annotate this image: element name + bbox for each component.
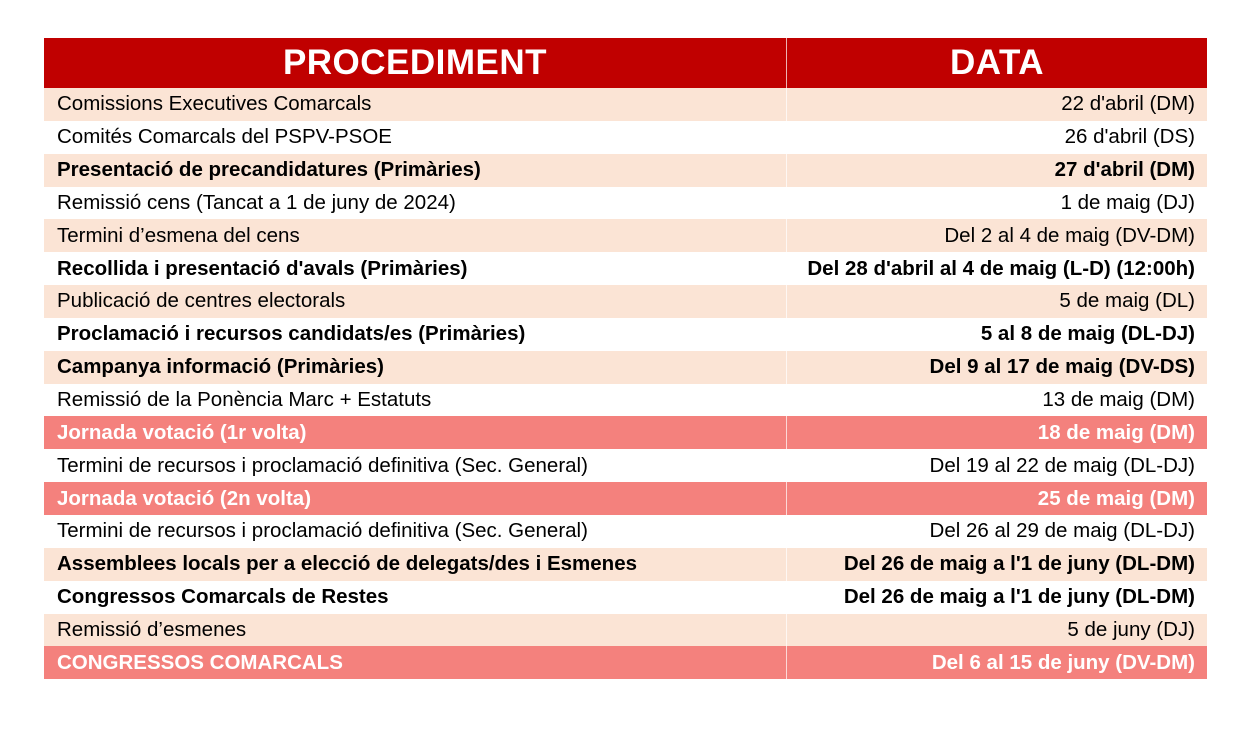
procediment-cell: Remissió cens (Tancat a 1 de juny de 2024) — [44, 187, 787, 220]
table-row — [44, 154, 1207, 187]
procediment-cell: Presentació de precandidatures (Primàries) — [44, 154, 787, 187]
procediment-cell: Remissió d’esmenes — [44, 614, 787, 647]
table-row — [44, 121, 1207, 154]
table-body — [44, 88, 1207, 679]
data-cell: Del 26 de maig a l'1 de juny (DL-DM) — [843, 552, 1195, 576]
data-cell: 18 de maig (DM) — [1037, 420, 1195, 444]
table-row — [44, 646, 1207, 679]
procediment-cell: Termini d’esmena del cens — [44, 219, 787, 252]
procediment-cell: CONGRESSOS COMARCALS — [44, 646, 787, 679]
data-cell: Del 26 de maig a l'1 de juny (DL-DM) — [843, 585, 1195, 609]
table-row — [44, 88, 1207, 121]
table-row — [44, 614, 1207, 647]
procediment-cell: Publicació de centres electorals — [44, 285, 787, 318]
procediment-cell: Comissions Executives Comarcals — [44, 88, 787, 121]
header-data: DATA — [949, 43, 1044, 82]
data-cell: Del 26 al 29 de maig (DL-DJ) — [929, 519, 1195, 543]
table-header-row — [44, 38, 1207, 88]
data-cell: 13 de maig (DM) — [1042, 388, 1195, 412]
procediment-cell: Recollida i presentació d'avals (Primàries) — [44, 252, 787, 285]
procediment-cell: Assemblees locals per a elecció de delegats/des i Esmenes — [44, 548, 787, 581]
procediment-cell: Campanya informació (Primàries) — [44, 351, 787, 384]
procediment-cell: Proclamació i recursos candidats/es (Primàries) — [44, 318, 787, 351]
table-row — [44, 449, 1207, 482]
procediment-cell: Congressos Comarcals de Restes — [44, 581, 787, 614]
schedule-table — [44, 38, 1207, 679]
data-cell: Del 2 al 4 de maig (DV-DM) — [944, 223, 1195, 247]
table-row — [44, 384, 1207, 417]
procediment-cell: Comités Comarcals del PSPV-PSOE — [44, 121, 787, 154]
table-row — [44, 548, 1207, 581]
procediment-cell: Termini de recursos i proclamació definitiva (Sec. General) — [44, 449, 787, 482]
data-cell: 22 d'abril (DM) — [1061, 92, 1195, 116]
data-cell: Del 19 al 22 de maig (DL-DJ) — [929, 453, 1195, 477]
data-cell: Del 28 d'abril al 4 de maig (L-D) (12:00h) — [807, 256, 1195, 280]
table-row — [44, 416, 1207, 449]
procediment-cell: Jornada votació (1r volta) — [44, 416, 787, 449]
table-row — [44, 482, 1207, 515]
data-cell: Del 9 al 17 de maig (DV-DS) — [929, 355, 1195, 379]
data-cell: 25 de maig (DM) — [1037, 486, 1195, 510]
data-cell: Del 6 al 15 de juny (DV-DM) — [931, 650, 1195, 674]
table-row — [44, 219, 1207, 252]
header-procediment: PROCEDIMENT — [44, 38, 787, 88]
table-row — [44, 351, 1207, 384]
data-cell: 5 al 8 de maig (DL-DJ) — [980, 322, 1195, 346]
data-cell: 27 d'abril (DM) — [1054, 158, 1195, 182]
table-row — [44, 252, 1207, 285]
table-row — [44, 515, 1207, 548]
procediment-cell: Remissió de la Ponència Marc + Estatuts — [44, 384, 787, 417]
table-row — [44, 285, 1207, 318]
procediment-cell: Jornada votació (2n volta) — [44, 482, 787, 515]
table-row — [44, 318, 1207, 351]
table-row — [44, 581, 1207, 614]
data-cell: 5 de juny (DJ) — [1067, 617, 1195, 641]
procediment-cell: Termini de recursos i proclamació definitiva (Sec. General) — [44, 515, 787, 548]
data-cell: 26 d'abril (DS) — [1064, 125, 1195, 149]
data-cell: 1 de maig (DJ) — [1060, 190, 1195, 214]
data-cell: 5 de maig (DL) — [1059, 289, 1195, 313]
table-row — [44, 187, 1207, 220]
